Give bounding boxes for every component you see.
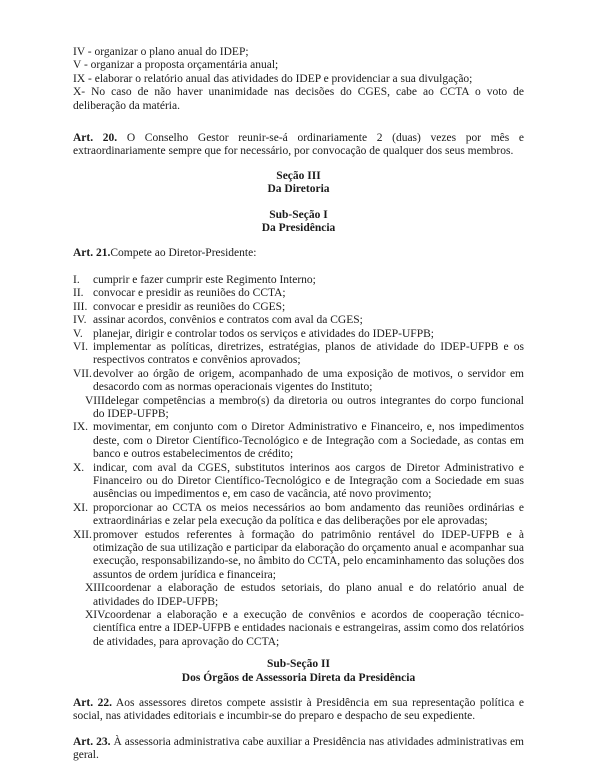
list-item-text: convocar e presidir as reuniões do CCTA; bbox=[93, 287, 286, 300]
list-item-number: XIII. bbox=[85, 582, 108, 595]
list-item-i bbox=[73, 274, 524, 287]
list-item-xii bbox=[73, 529, 524, 583]
document-content bbox=[73, 46, 524, 763]
article-21-items bbox=[73, 274, 524, 649]
list-item-viii bbox=[73, 395, 524, 422]
article-22-text: Aos assessores diretos compete assistir à Presidência em sua representação política e social, nas atividades editoriais e incumbir-se do preparo e despacho de seu expediente. bbox=[73, 697, 524, 723]
list-item-text: convocar e presidir as reuniões do CGES; bbox=[93, 300, 286, 313]
section-3-heading bbox=[73, 170, 524, 197]
list-item-number: X. bbox=[73, 461, 85, 474]
article-22-label: Art. 22. bbox=[73, 697, 113, 710]
intro-item-iv: IV - organizar o plano anual do IDEP; bbox=[73, 46, 249, 58]
list-item-vi bbox=[73, 341, 524, 368]
list-item-xiii bbox=[73, 582, 524, 609]
intro-item-x: X- No caso de não haver unanimidade nas decisões do CGES, cabe ao CCTA o voto de deliberação da matéria. bbox=[73, 86, 524, 112]
subsection-title: Sub-Seção II bbox=[267, 658, 330, 671]
list-item-number: V. bbox=[73, 327, 83, 340]
section-title: Seção III bbox=[276, 169, 321, 182]
list-item-ix bbox=[73, 421, 524, 461]
list-item-number: I. bbox=[73, 273, 80, 286]
list-item-x bbox=[73, 462, 524, 502]
article-21 bbox=[73, 247, 524, 260]
subsection-subtitle: Da Presidência bbox=[261, 222, 336, 235]
list-item-text: movimentar, em conjunto com o Diretor Administrativo e Financeiro, e, nos impedimentos deste, com o Diretor Científico-Tecnológico e de Integração com a Sociedade, as contas em banco e outros estabelecimentos de crédito; bbox=[93, 421, 524, 461]
article-20 bbox=[73, 132, 524, 159]
article-20-label: Art. 20. bbox=[73, 132, 118, 145]
intro-item-ix: IX - elaborar o relatório anual das atividades do IDEP e providenciar a sua divulgação; bbox=[73, 72, 473, 85]
list-item-text: delegar competências a membro(s) da diretoria ou outros integrantes do corpo funcional do IDEP-UFPB; bbox=[93, 394, 524, 420]
list-item-text: coordenar a elaboração e a execução de convênios e acordos de cooperação técnico-científica entre a IDEP-UFPB e entidades nacionais e estrangeiras, assim como dos relatórios de atividades, para aprovação do CCTA; bbox=[93, 609, 524, 648]
list-item-vii bbox=[73, 368, 524, 395]
list-item-v bbox=[73, 328, 524, 341]
list-item-text: planejar, dirigir e controlar todos os serviços e atividades do IDEP-UFPB; bbox=[93, 327, 434, 340]
list-item-xiv bbox=[73, 609, 524, 649]
article-23 bbox=[73, 736, 524, 763]
article-21-label: Art. 21. bbox=[73, 247, 111, 260]
section-subtitle: Da Diretoria bbox=[267, 183, 330, 196]
list-item-number: III. bbox=[73, 300, 88, 313]
subsection-1-heading bbox=[73, 209, 524, 236]
list-item-number: VI. bbox=[73, 340, 89, 353]
intro-list bbox=[73, 46, 524, 113]
list-item-text: proporcionar ao CCTA os meios necessários ao bom andamento das reuniões ordinárias e extraordinárias e zelar pela execução da política e das deliberações por ele aprovadas; bbox=[93, 501, 524, 528]
article-20-text: O Conselho Gestor reunir-se-á ordinariamente 2 (duas) vezes por mês e extraordinariamente sempre que for necessário, por convocação de qualquer dos seus membros. bbox=[73, 132, 525, 158]
list-item-number: XII. bbox=[73, 528, 92, 541]
list-item-number: VIII. bbox=[85, 394, 108, 407]
list-item-text: assinar acordos, convênios e contratos com aval da CGES; bbox=[93, 314, 363, 327]
list-item-number: XIV. bbox=[85, 609, 107, 622]
subsection-title: Sub-Seção I bbox=[269, 208, 328, 221]
list-item-text: indicar, com aval da CGES, substitutos interinos aos cargos de Diretor Administrativo e Financeiro ou do Diretor Científico-Tecnológico e de Integração com a Sociedade em suas ausências ou impedimentos e, em caso de vacância, até novo provimento; bbox=[93, 461, 524, 501]
list-item-number: IX. bbox=[73, 421, 89, 434]
list-item-text: cumprir e fazer cumprir este Regimento Interno; bbox=[93, 273, 316, 286]
list-item-number: II. bbox=[73, 287, 84, 300]
article-21-text: Compete ao Diretor-Presidente: bbox=[110, 247, 257, 260]
list-item-number: VII. bbox=[73, 367, 92, 380]
list-item-text: coordenar a elaboração de estudos setoriais, do plano anual e do relatório anual de atividades do IDEP-UFPB; bbox=[93, 582, 524, 608]
subsection-subtitle: Dos Órgãos de Assessoria Direta da Presidência bbox=[181, 671, 416, 684]
intro-item-v: V - organizar a proposta orçamentária anual; bbox=[73, 59, 279, 72]
list-item-iv bbox=[73, 314, 524, 327]
list-item-ii bbox=[73, 287, 524, 300]
article-23-label: Art. 23. bbox=[73, 735, 111, 748]
list-item-text: implementar as políticas, diretrizes, estratégias, planos de atividade do IDEP-UFPB e os respectivos contratos e convênios aprovados; bbox=[93, 340, 524, 367]
list-item-xi bbox=[73, 502, 524, 529]
article-23-text: À assessoria administrativa cabe auxiliar a Presidência nas atividades administrativas em geral. bbox=[73, 735, 524, 762]
list-item-text: promover estudos referentes à formação do patrimônio rentável do IDEP-UFPB e à otimização de sua utilização e participar da elaboração do orçamento anual e acompanhar sua execução, responsabilizando-se, no âmbito do CCTA, pelo encaminhamento das soluções dos assuntos de ordem jurídica e financeira; bbox=[93, 528, 524, 581]
subsection-2-heading bbox=[73, 658, 524, 685]
list-item-number: XI. bbox=[73, 501, 89, 514]
list-item-number: IV. bbox=[73, 314, 87, 327]
list-item-text: devolver ao órgão de origem, acompanhado de uma exposição de motivos, o servidor em desacordo com as normas operacionais vigentes do Instituto; bbox=[93, 367, 524, 394]
list-item-iii bbox=[73, 301, 524, 314]
article-22 bbox=[73, 697, 524, 724]
